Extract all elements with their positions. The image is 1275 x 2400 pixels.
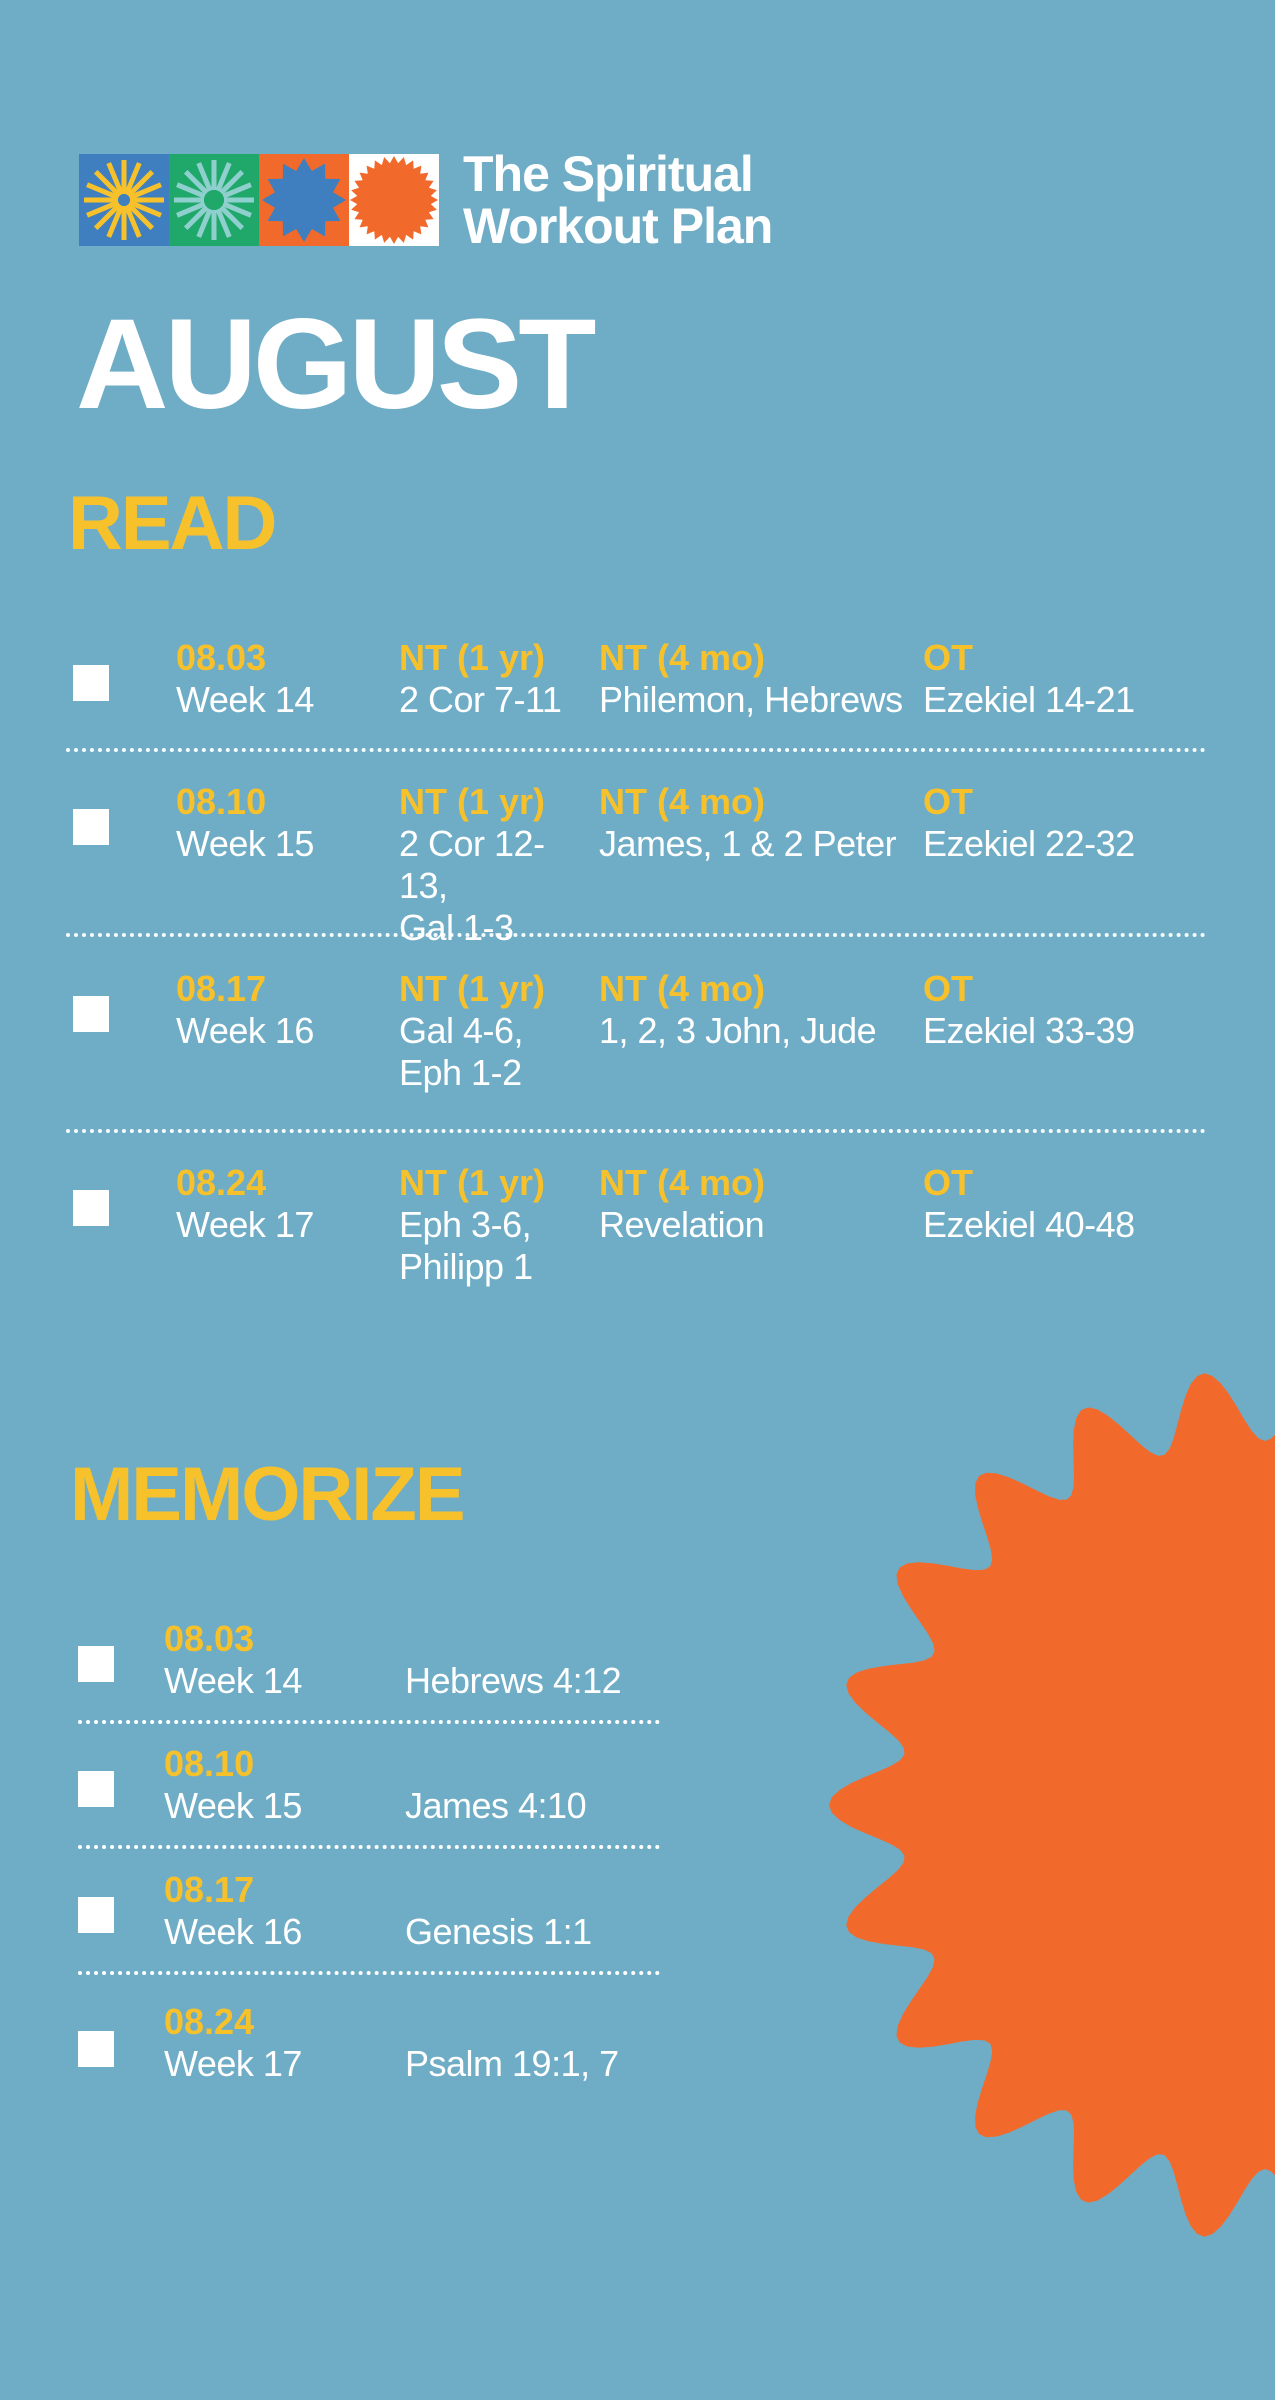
week-label: Week 14: [164, 1660, 302, 1701]
nt1-reading-cont: Eph 1-2: [399, 1052, 522, 1093]
ot-reading: Ezekiel 33-39: [923, 1010, 1135, 1051]
row-divider: [66, 748, 1206, 752]
week-label: Week 16: [164, 1911, 302, 1952]
nt4-label: NT (4 mo): [599, 968, 765, 1009]
nt4-reading: Revelation: [599, 1204, 765, 1245]
row-divider: [66, 933, 1206, 937]
nt1-label: NT (1 yr): [399, 781, 546, 822]
blue-star-icon: [259, 154, 349, 246]
row-divider: [78, 1845, 660, 1849]
date-cell: [176, 1162, 314, 1246]
nt4-cell: [599, 781, 896, 865]
date-label: 08.24: [176, 1162, 267, 1203]
ot-reading: Ezekiel 22-32: [923, 823, 1135, 864]
nt1-reading: Gal 4-6,: [399, 1010, 524, 1051]
week-label: Week 16: [176, 1010, 314, 1051]
orange-sun-icon: [349, 154, 439, 246]
green-starburst-icon: [169, 154, 259, 246]
date-cell: [176, 781, 314, 865]
nt1-reading-cont: Gal 1-3: [399, 907, 514, 948]
brand-title: [463, 148, 772, 252]
read-section-title: READ: [68, 481, 276, 566]
ot-cell: [923, 781, 1135, 865]
date-label: 08.03: [164, 1618, 255, 1659]
date-label: 08.17: [164, 1869, 255, 1910]
date-label: 08.10: [176, 781, 267, 822]
date-cell: [164, 2001, 302, 2085]
memorize-checkbox[interactable]: [78, 1771, 114, 1807]
ot-label: OT: [923, 1162, 973, 1203]
ot-label: OT: [923, 637, 973, 678]
verse-reference: Hebrews 4:12: [405, 1660, 622, 1701]
nt4-label: NT (4 mo): [599, 781, 765, 822]
nt4-cell: [599, 968, 876, 1052]
date-cell: [164, 1869, 302, 1953]
date-cell: [176, 968, 314, 1052]
row-divider: [66, 1129, 1206, 1133]
nt1-reading: 2 Cor 7-11: [399, 679, 562, 720]
brand-line-2: Workout Plan: [463, 198, 773, 254]
yellow-starburst-icon: [79, 154, 169, 246]
nt1-label: NT (1 yr): [399, 1162, 546, 1203]
ot-reading: Ezekiel 14-21: [923, 679, 1135, 720]
orange-sun-decoration: [715, 1335, 1275, 2275]
read-checkbox[interactable]: [73, 809, 109, 845]
read-checkbox[interactable]: [73, 996, 109, 1032]
memorize-checkbox[interactable]: [78, 1897, 114, 1933]
nt4-reading: Philemon, Hebrews: [599, 679, 903, 720]
ot-cell: [923, 1162, 1135, 1246]
nt1-reading-cont: Philipp 1: [399, 1246, 533, 1287]
nt1-cell: [399, 968, 589, 1094]
memorize-section-title: MEMORIZE: [70, 1452, 464, 1537]
week-label: Week 17: [164, 2043, 302, 2084]
verse-reference: Psalm 19:1, 7: [405, 2043, 619, 2084]
brand-line-1: The Spiritual: [463, 146, 753, 202]
ot-label: OT: [923, 781, 973, 822]
nt1-label: NT (1 yr): [399, 637, 546, 678]
week-label: Week 15: [164, 1785, 302, 1826]
memorize-checkbox[interactable]: [78, 1646, 114, 1682]
row-divider: [78, 1971, 660, 1975]
verse-reference: Genesis 1:1: [405, 1911, 592, 1952]
ot-reading: Ezekiel 40-48: [923, 1204, 1135, 1245]
nt1-label: NT (1 yr): [399, 968, 546, 1009]
date-label: 08.10: [164, 1743, 255, 1784]
week-label: Week 17: [176, 1204, 314, 1245]
read-checkbox[interactable]: [73, 665, 109, 701]
row-divider: [78, 1720, 660, 1724]
nt4-reading: James, 1 & 2 Peter: [599, 823, 897, 864]
nt1-reading: Eph 3-6,: [399, 1204, 532, 1245]
nt1-reading: 2 Cor 12-13,: [399, 823, 545, 906]
nt1-cell: [399, 1162, 589, 1288]
week-label: Week 14: [176, 679, 314, 720]
nt1-cell: [399, 637, 589, 721]
week-label: Week 15: [176, 823, 314, 864]
ot-label: OT: [923, 968, 973, 1009]
nt4-label: NT (4 mo): [599, 637, 765, 678]
nt4-label: NT (4 mo): [599, 1162, 765, 1203]
verse-reference: James 4:10: [405, 1785, 587, 1826]
logo: [79, 154, 439, 246]
date-cell: [176, 637, 314, 721]
month-title: AUGUST: [76, 293, 593, 436]
nt1-cell: [399, 781, 589, 949]
nt4-reading: 1, 2, 3 John, Jude: [599, 1010, 877, 1051]
read-checkbox[interactable]: [73, 1190, 109, 1226]
date-label: 08.24: [164, 2001, 255, 2042]
date-cell: [164, 1618, 302, 1702]
nt4-cell: [599, 637, 903, 721]
ot-cell: [923, 637, 1135, 721]
date-label: 08.17: [176, 968, 267, 1009]
memorize-checkbox[interactable]: [78, 2031, 114, 2067]
ot-cell: [923, 968, 1135, 1052]
date-label: 08.03: [176, 637, 267, 678]
nt4-cell: [599, 1162, 765, 1246]
date-cell: [164, 1743, 302, 1827]
